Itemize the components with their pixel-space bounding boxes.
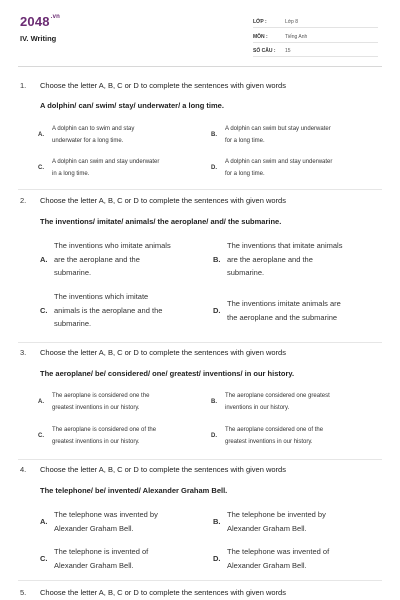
question-divider [18,342,382,343]
option-text: are the aeroplane and the [54,254,140,264]
meta-label: LỚP : [253,19,267,25]
option-text: The telephone was invented by [54,510,158,519]
option-text: The aeroplane is considered one of the [52,427,157,433]
option-letter: A. [38,399,44,405]
option-text: in a long time. [52,171,90,177]
question-number: 3. [20,348,27,357]
option-text: for a long time. [225,171,265,177]
option-text: for a long time. [225,138,265,144]
option-text: The aeroplane is considered one the [52,393,150,399]
option-letter: B. [213,517,221,526]
option-letter: D. [211,433,217,439]
option-text: The telephone is invented of [54,547,149,556]
question-words: The telephone/ be/ invented/ Alexander Graham Bell. [40,486,228,495]
option-letter: A. [38,132,44,138]
meta-value: Tiếng Anh [285,34,308,40]
option-text: submarine. [54,268,92,277]
option-text: greatest inventions in our history. [52,405,140,411]
question-number: 5. [20,588,27,597]
option-letter: A. [40,517,48,526]
option-text: underwater for a long time. [52,138,124,144]
option-letter: D. [211,165,217,171]
meta-value: Lớp 8 [285,19,299,25]
question-number: 2. [20,196,27,205]
option-letter: C. [40,305,48,315]
option-text: A dolphin can swim and stay underwater [225,159,333,165]
option-text: inventions in our history. [225,405,290,411]
option-letter: B. [211,399,217,405]
question-prompt: Choose the letter A, B, C or D to complete the sentences with given words [40,348,286,357]
section-title: IV. Writing [20,34,57,43]
option-text: Alexander Graham Bell. [227,524,307,533]
option-letter: D. [213,554,221,563]
question-words: The inventions/ imitate/ animals/ the aeroplane/ and/ the submarine. [40,217,282,226]
option-text: Alexander Graham Bell. [227,561,307,570]
meta-count [253,44,378,57]
option-text: animals is the aeroplane and the [54,305,163,315]
question-number: 4. [20,465,27,474]
option-text: The inventions imitate animals are [227,299,341,308]
meta-label: MÔN : [253,34,268,40]
site-logo[interactable] [20,14,60,29]
option-text: The inventions who imitate animals [54,241,171,250]
option-letter: C. [38,433,44,439]
option-letter: B. [213,254,221,264]
question-divider [18,580,382,581]
option-text: Alexander Graham Bell. [54,561,134,570]
option-text: are the aeroplane and the [227,254,313,264]
question-words: A dolphin/ can/ swim/ stay/ underwater/ a long time. [40,101,224,110]
meta-value: 15 [285,48,291,54]
page-header [0,0,400,80]
question-prompt: Choose the letter A, B, C or D to complete the sentences with given words [40,465,286,474]
meta-subject [253,30,378,43]
meta-class [253,15,378,28]
option-text: submarine. [54,319,92,328]
option-letter: C. [38,165,44,171]
option-text: The aeroplane considered one greatest [225,393,330,399]
meta-label: SỐ CÂU : [253,48,276,54]
option-text: greatest inventions in our history. [52,439,140,445]
question-prompt: Choose the letter A, B, C or D to complete the sentences with given words [40,588,286,597]
option-text: The telephone be invented by [227,510,326,519]
option-letter: A. [40,254,48,264]
logo-suffix: .vn [50,14,61,20]
option-text: submarine. [227,268,265,277]
option-letter: D. [213,305,221,315]
header-divider [18,66,382,67]
question-prompt: Choose the letter A, B, C or D to complete the sentences with given words [40,81,286,90]
option-letter: B. [211,132,217,138]
option-text: The telephone was invented of [227,547,330,556]
option-text: greatest inventions in our history. [225,439,313,445]
option-text: A dolphin can swim and stay underwater [52,159,160,165]
question-number: 1. [20,81,27,90]
question-prompt: Choose the letter A, B, C or D to complete the sentences with given words [40,196,286,205]
option-text: the aeroplane and the submarine [227,313,338,322]
option-text: The aeroplane considered one of the [225,427,324,433]
option-letter: C. [40,554,48,563]
option-text: A dolphin can to swim and stay [52,126,135,132]
option-text: Alexander Graham Bell. [54,524,134,533]
option-text: A dolphin can swim but stay underwater [225,126,331,132]
question-divider [18,459,382,460]
question-divider [18,189,382,190]
option-text: The inventions that imitate animals [227,241,343,250]
logo-text: 2048 [20,14,50,29]
question-words: The aeroplane/ be/ considered/ one/ greatest/ inventions/ in our history. [40,369,295,378]
option-text: The inventions which imitate [54,292,149,301]
